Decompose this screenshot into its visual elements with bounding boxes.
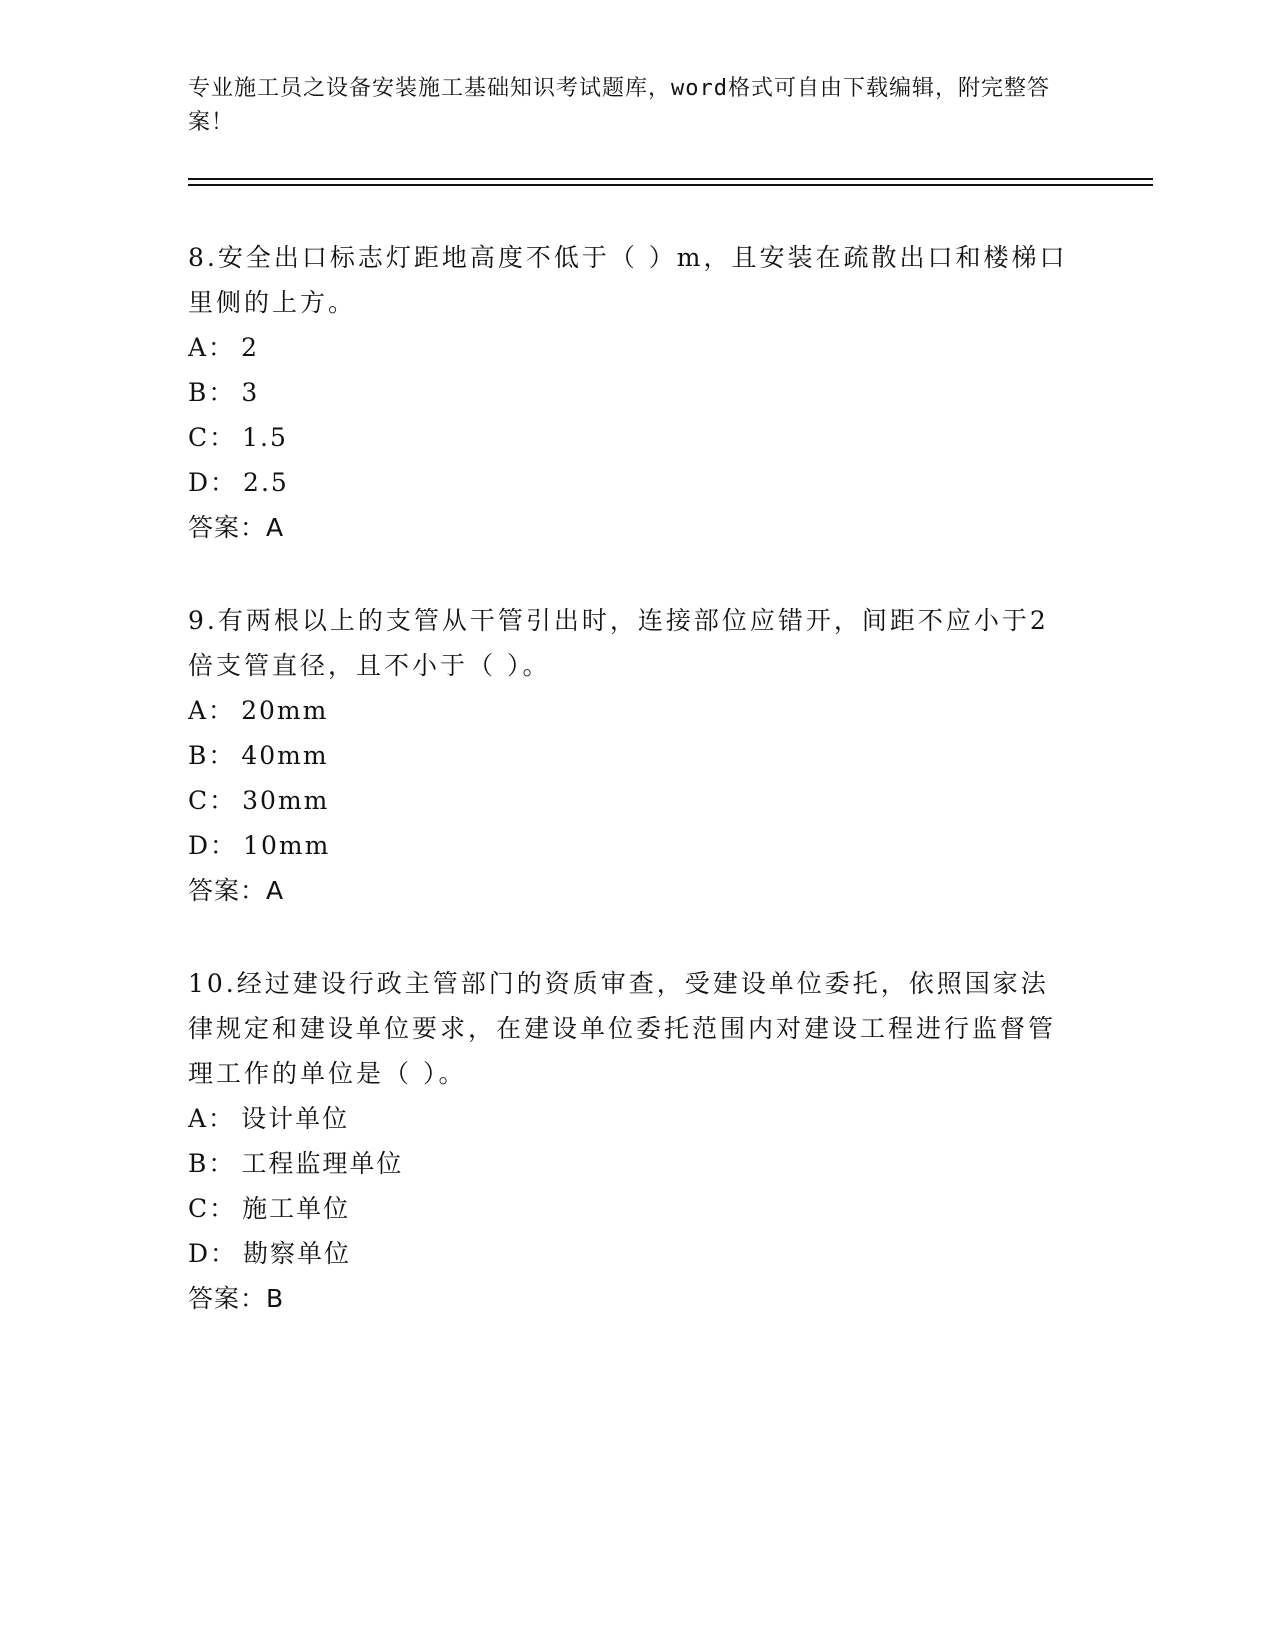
answer-line: 答案：A	[188, 513, 285, 542]
option-b	[188, 370, 1068, 415]
option-text: 40mm	[241, 741, 329, 770]
option-d	[188, 1231, 1068, 1276]
option-text: 2	[241, 333, 259, 362]
option-key: D：	[188, 468, 238, 497]
question-stem: 10.经过建设行政主管部门的资质审查，受建设单位委托，依照国家法律规定和建设单位要求，在建设单位委托范围内对建设工程进行监督管理工作的单位是（ ）。	[188, 969, 1057, 1088]
question-9	[188, 598, 1068, 913]
answer-line: 答案：A	[188, 876, 285, 905]
option-c	[188, 1186, 1068, 1231]
header-divider-bottom	[188, 184, 1153, 186]
option-key: A：	[188, 696, 236, 725]
option-d	[188, 823, 1068, 868]
option-key: C：	[188, 1194, 237, 1223]
option-text: 勘察单位	[243, 1239, 352, 1268]
option-key: A：	[188, 333, 236, 362]
option-key: D：	[188, 1239, 238, 1268]
option-text: 30mm	[242, 786, 330, 815]
option-text: 施工单位	[242, 1194, 351, 1223]
option-a	[188, 688, 1068, 733]
question-stem: 8.安全出口标志灯距地高度不低于（ ）m，且安装在疏散出口和楼梯口里侧的上方。	[188, 243, 1068, 317]
option-text: 10mm	[243, 831, 331, 860]
header-text: 专业施工员之设备安装施工基础知识考试题库，word格式可自由下载编辑，附完整答案！	[188, 76, 1050, 135]
option-text: 20mm	[241, 696, 329, 725]
question-8	[188, 235, 1068, 550]
option-text: 设计单位	[241, 1104, 350, 1133]
page-header	[188, 72, 1068, 140]
option-key: B：	[188, 1149, 236, 1178]
option-a	[188, 325, 1068, 370]
option-text: 1.5	[242, 423, 288, 452]
option-b	[188, 733, 1068, 778]
option-d	[188, 460, 1068, 505]
option-text: 工程监理单位	[241, 1149, 404, 1178]
option-b	[188, 1141, 1068, 1186]
answer-line: 答案：B	[188, 1284, 285, 1313]
option-a	[188, 1096, 1068, 1141]
header-divider-top	[188, 178, 1153, 180]
option-text: 3	[241, 378, 260, 407]
question-stem: 9.有两根以上的支管从干管引出时，连接部位应错开，间距不应小于2倍支管直径，且不小于（ ）。	[188, 606, 1049, 680]
option-c	[188, 778, 1068, 823]
option-c	[188, 415, 1068, 460]
option-key: C：	[188, 786, 237, 815]
question-10	[188, 961, 1068, 1321]
option-text: 2.5	[243, 468, 289, 497]
option-key: C：	[188, 423, 237, 452]
option-key: D：	[188, 831, 238, 860]
option-key: B：	[188, 378, 236, 407]
option-key: A：	[188, 1104, 236, 1133]
option-key: B：	[188, 741, 236, 770]
